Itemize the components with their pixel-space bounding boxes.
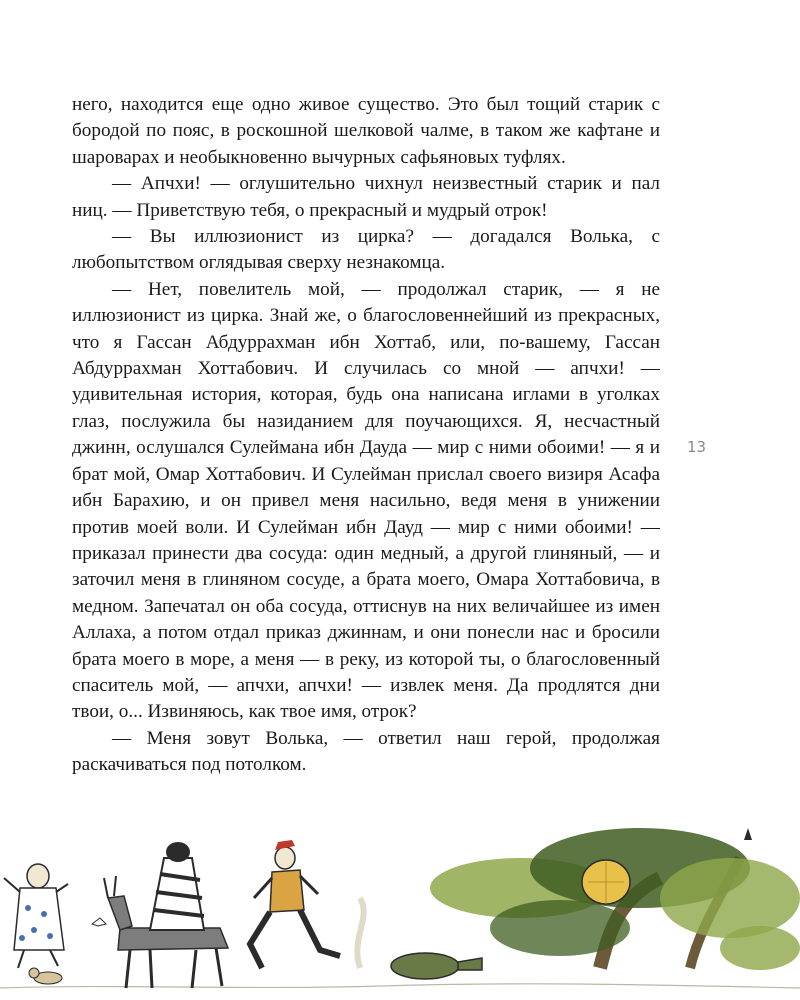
dancing-girl-figure xyxy=(4,864,68,968)
running-man-figure xyxy=(250,840,340,968)
paragraph: — Меня зовут Волька, — ответил наш герой, продолжая раскачиваться под потолком. xyxy=(72,727,660,776)
tree-bush-figure xyxy=(430,828,800,970)
bottom-illustration xyxy=(0,818,800,1000)
smoke-wisp xyxy=(357,898,363,968)
paragraph: него, находится еще одно живое существо. Это был тощий старик с бородой по пояс, в роскошной шелковой чалме, в таком же кафтане и шароварах и необыкновенно вычурных сафьяновых туфлях. xyxy=(72,94,660,168)
bird-figure xyxy=(92,918,106,926)
donkey-with-rider-figure xyxy=(104,842,228,988)
book-page-text xyxy=(72,92,660,779)
clay-jug-figure xyxy=(391,953,482,979)
paragraph: — Нет, повелитель мой, — продолжал старик, — я не иллюзионист из цирка. Знай же, о благословеннейший из прекрасных, что я Гассан Абдуррахман ибн Хоттаб, или, по-вашему, Гассан Абдуррахман Хоттабович. И случилась со мной — апчхи! — удивительная история, которая, будь она написана иглами в уголках глаз, послужила бы назиданием для поучающихся. Я, несчастный джинн, ослушался Сулеймана ибн Дауда — мир с ними обоими! — я и брат мой, Омар Хоттабович. И Сулейман прислал своего визиря Асафа ибн Барахию, и он привел меня насильно, ведя меня в унижении против моей воли. И Сулейман ибн Дауд — мир с ними обоими! — приказал принести два сосуда: один медный, а другой глиняный, — и заточил меня в глиняном сосуде, а брата моего, Омара Хоттабовича, в медном. Запечатал он оба сосуда, оттиснув на них величайшее из имен Аллаха, а потом отдал приказ джиннам, и они понесли нас и бросили брата моего в море, а меня — в реку, из которой ты, о благословенный спаситель мой, — апчхи, апчхи! — извлек меня. Да продлятся дни твои, о... Извиняюсь, как твое имя, отрок? xyxy=(72,278,660,723)
small-dog-figure xyxy=(29,968,62,984)
paragraph: — Апчхи! — оглушительно чихнул неизвестный старик и пал ниц. — Приветствую тебя, о прекрасный и мудрый отрок! xyxy=(72,173,660,221)
paragraph: — Вы иллюзионист из цирка? — догадался Волька, с любопытством оглядывая сверху незнакомца. xyxy=(72,226,660,274)
ground-line xyxy=(0,984,800,988)
page-number: 13 xyxy=(687,438,707,456)
